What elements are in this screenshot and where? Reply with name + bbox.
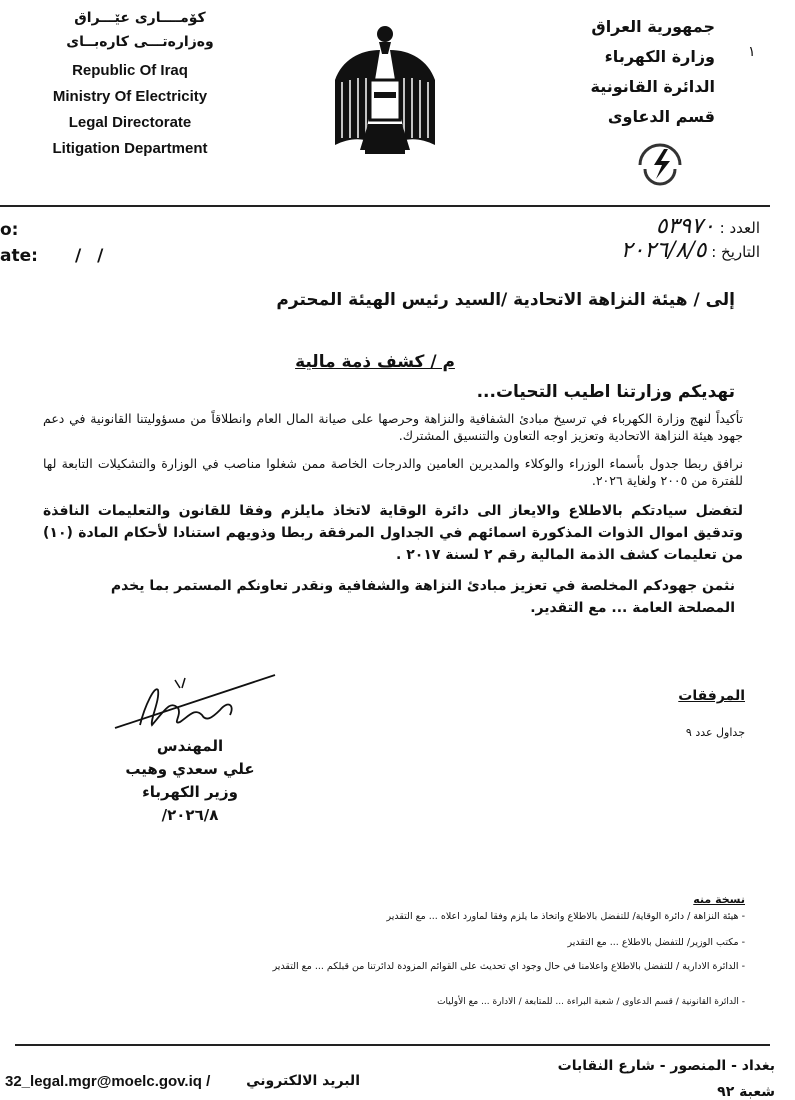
signature-name: علي سعدي وهيب xyxy=(125,760,255,778)
body-paragraph-1: تأكيداً لنهج وزارة الكهرباء في ترسيخ مبادئ الشفافية والنزاهة وحرصها على صيانة المال العام وانطلاقاً من مسؤوليتنا القانونية في دعم جهود هيئة النزاهة الاتحادية وتعزيز اوجه التعاون والتنسيق المشترك. xyxy=(43,411,743,443)
signature-date: ٢٠٢٦/٨/ xyxy=(161,806,219,824)
signature-block xyxy=(120,735,260,827)
en-directorate: Legal Directorate xyxy=(68,114,192,131)
ref-date-label: التاريخ : xyxy=(711,243,760,261)
en-republic: Republic Of Iraq xyxy=(72,62,188,79)
ar-republic: جمهورية العراق xyxy=(591,17,715,36)
en-date-label: ate: xyxy=(0,246,38,266)
electricity-logo-icon xyxy=(630,135,690,190)
ar-department: قسم الدعاوى xyxy=(607,107,715,126)
addressee: إلى / هيئة النزاهة الاتحادية /السيد رئيس الهيئة المحترم xyxy=(276,290,735,310)
en-department: Litigation Department xyxy=(52,140,208,157)
subject: م / كشف ذمة مالية xyxy=(295,352,455,372)
copies-item-1: - هيئة النزاهة / دائرة الوقاية/ للتفضل بالاطلاع واتخاذ ما يلزم وفقا لماورد اعلاه ... مع التقدير xyxy=(386,911,745,922)
ar-directorate: الدائرة القانونية xyxy=(590,77,715,96)
ref-number-value: ٥٣٩٧٠ xyxy=(655,214,715,239)
body-paragraph-4: نثمن جهودكم المخلصة في تعزيز مبادئ النزاهة والشفافية ونقدر تعاونكم المستمر بما يخدم المصلحة العامة ... مع التقدير. xyxy=(110,578,735,616)
copies-item-2: - مكتب الوزير/ للتفضل بالاطلاع ... مع التقدير xyxy=(567,937,745,948)
ref-date-value: ٢٠٢٦/٨/٥ xyxy=(620,238,707,263)
kurdish-title: كۆمــــارى عێـــراق xyxy=(74,10,206,26)
arabic-header xyxy=(555,12,715,132)
ref-date xyxy=(480,238,760,263)
ar-ministry: وزارة الكهرباء xyxy=(604,47,715,66)
footer-email[interactable]: 32_legal.mgr@moelc.gov.iq / xyxy=(5,1073,211,1090)
ref-number xyxy=(500,214,760,239)
iraq-emblem-icon xyxy=(330,20,440,160)
footer-address: بغداد - المنصور - شارع النقابات xyxy=(557,1058,775,1074)
attachments-label: المرفقات xyxy=(678,688,745,704)
en-no-label: o: xyxy=(0,220,19,240)
footer-email-label: البريد الالكتروني xyxy=(246,1073,360,1089)
en-ministry: Ministry Of Electricity xyxy=(52,88,208,105)
margin-mark: ١ xyxy=(748,44,756,60)
footer-address-2: شعبة ٩٢ xyxy=(717,1084,775,1100)
copies-item-3: - الدائرة الادارية / للتفضل بالاطلاع واعلامنا في حال وجود اي تحديث على القوائم المزودة لدائرتنا من قبلكم ... مع التقدير xyxy=(272,961,745,972)
signature-position: وزير الكهرباء xyxy=(142,783,238,801)
attachments-detail: جداول عدد ٩ xyxy=(685,726,745,739)
greeting: تهديكم وزارتنا اطيب التحيات... xyxy=(476,382,735,402)
en-date-value: / / xyxy=(75,246,104,266)
handwritten-signature xyxy=(110,670,285,740)
body-paragraph-2: نرافق ربطا جدول بأسماء الوزراء والوكلاء والمديرين العامين والدرجات الخاصة ممن شغلوا مناصب في الوزارة والتشكيلات التابعة لها للفترة من ٢٠٠٥ ولغاية ٢٠٢٦. xyxy=(43,456,743,488)
copies-item-4: - الدائرة القانونية / قسم الدعاوى / شعبة البراءة ... للمتابعة / الادارة ... مع الأوليات xyxy=(437,997,745,1007)
ref-number-label: العدد : xyxy=(719,219,760,237)
kurdish-ministry: وەزارەتـــى كارەبــاى xyxy=(66,34,214,50)
signature-title: المهندس xyxy=(156,737,224,755)
copies-label: نسخة منه xyxy=(693,893,745,906)
footer-divider xyxy=(15,1044,770,1046)
english-header xyxy=(30,58,230,162)
header-divider xyxy=(0,205,770,207)
body-paragraph-3: لتفضل سيادتكم بالاطلاع والايعاز الى دائرة الوقاية لاتخاذ مايلزم وفقا للقانون والتعليمات النافذة وتدقيق اموال الذوات المذكورة اسمائهم في الجداول المرفقة ربطا وذويهم استنادا لأحكام المادة (١٠) من تعليمات كشف الذمة المالية رقم ٢ لسنة ٢٠١٧ . xyxy=(43,503,743,563)
